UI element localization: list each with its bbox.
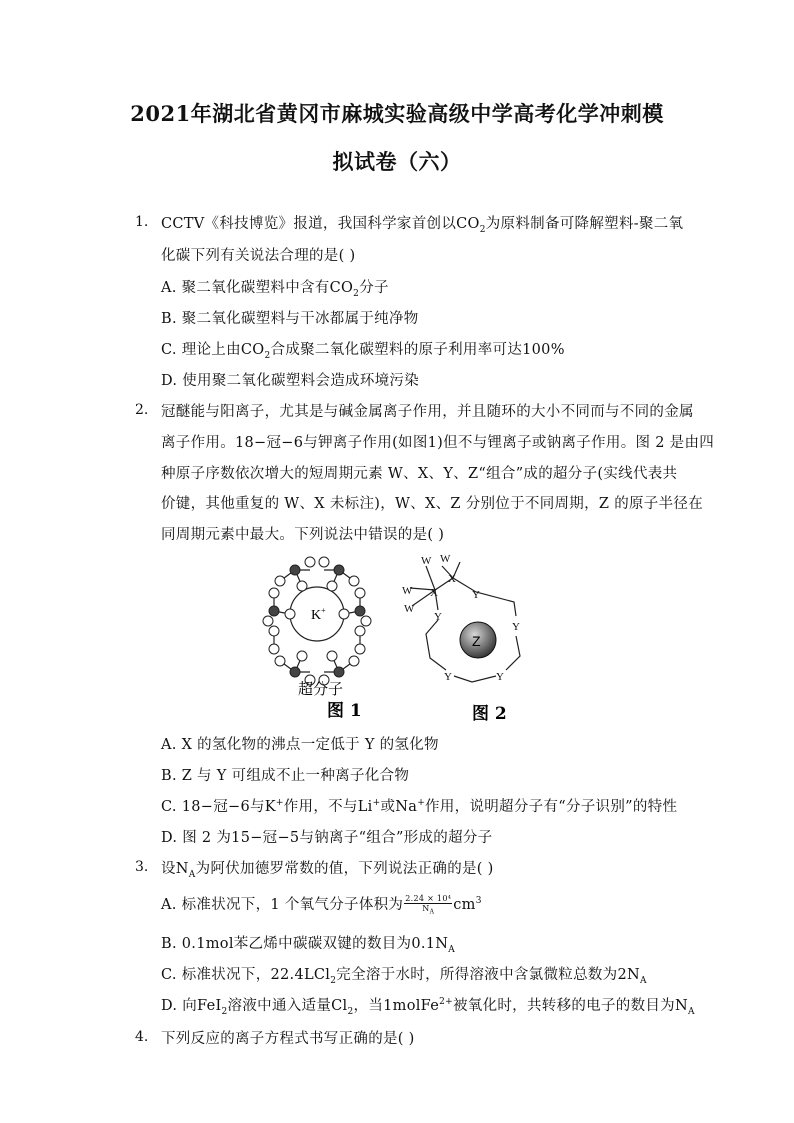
q1-stem-line2: 化碳下列有关说法合理的是( ) xyxy=(161,248,356,264)
svg-text:Y: Y xyxy=(444,671,452,683)
q3-option-a: A. 标准状况下，1 个氧气分子体积为 $\frac{\text{2.24 × 10⁴}}{N_A}$ $cm^3$ xyxy=(161,893,482,916)
svg-text:X: X xyxy=(448,573,456,585)
q1-option-a: A. 聚二氧化碳塑料中含有$CO_2$分子 xyxy=(161,280,389,299)
figure2-center-label: Z xyxy=(472,633,481,649)
svg-text:W: W xyxy=(402,585,413,597)
svg-text:X: X xyxy=(430,587,438,599)
q1-option-c: C. 理论上由$CO_2$合成聚二氧化碳塑料的原子利用率可达100% xyxy=(161,342,565,361)
q3-option-d: D. 向FeI$_2$溶液中通入适量$Cl_2$，当1molFe$^{2+}$被氧化时，共转移的电子的数目为$N_A$ xyxy=(161,997,695,1017)
svg-text:W: W xyxy=(404,603,415,615)
exam-title-line2: 拟试卷（六） xyxy=(332,149,462,174)
q4-stem: 下列反应的离子方程式书写正确的是( ) xyxy=(161,1031,415,1047)
figure2-atom-labels xyxy=(402,553,520,683)
q2-stem-line: 离子作用。18−冠−6与钾离子作用(如图1)但不与锂离子或钠离子作用。图 2 是由四 xyxy=(161,435,715,451)
svg-text:W: W xyxy=(440,553,451,565)
question-number-2: 2. xyxy=(135,402,149,418)
svg-text:Y: Y xyxy=(434,611,442,623)
q3-option-c: C. 标准状况下，22.4LCl$_2$完全溶于水时，所得溶液中含氯微粒总数为$2N_A$ xyxy=(161,967,647,986)
question-number-3: 3. xyxy=(135,859,149,875)
q2-stem-line: 同周期元素中最大。下列说法中错误的是( ) xyxy=(161,527,445,543)
question-number-4: 4. xyxy=(135,1029,149,1045)
q1-option-b: B. 聚二氧化碳塑料与干冰都属于纯净物 xyxy=(161,311,419,327)
question-number-1: 1. xyxy=(135,214,149,230)
figure1-caption: 图 1 xyxy=(327,701,362,721)
figure2-caption: 图 2 xyxy=(472,704,507,724)
svg-text:Y: Y xyxy=(472,589,480,601)
volume-fraction: $\frac{\text{2.24 × 10⁴}}{N_A}$ xyxy=(405,893,452,916)
q1-option-d: D. 使用聚二氧化碳塑料会造成环境污染 xyxy=(161,373,420,389)
svg-text:Y: Y xyxy=(496,671,504,683)
exam-title-line1: 2021年湖北省黄冈市麻城实验高级中学高考化学冲刺模 xyxy=(130,101,664,126)
q3-option-b: B. 0.1mol苯乙烯中碳碳双键的数目为$0.1N_A$ xyxy=(161,936,456,955)
q1-stem-line1: CCTV《科技博览》报道，我国科学家首创以$CO_2$为原料制备可降解塑料-聚二氧 xyxy=(161,216,684,235)
svg-text:Y: Y xyxy=(512,621,520,633)
svg-text:W: W xyxy=(421,555,432,567)
q2-stem-line: 价键，其他重复的 W、X 未标注)，W、X、Z 分别位于不同周期，Z 的原子半径在 xyxy=(161,496,703,512)
q2-option-d: D. 图 2 为15−冠−5与钠离子“组合”形成的超分子 xyxy=(161,830,493,846)
crown-ether-figures xyxy=(260,548,560,728)
q2-option-b: B. Z 与 Y 可组成不止一种离子化合物 xyxy=(161,768,410,784)
figure1-ion-label: K+ xyxy=(311,606,326,623)
figure2-crown-ether xyxy=(410,562,520,682)
figure1-sublabel: 超分子 xyxy=(298,680,344,698)
q2-option-c: C. 18−冠−6与K+作用，不与Li+或Na+作用，说明超分子有“分子识别”的特性 xyxy=(161,798,678,815)
q2-stem-line: 冠醚能与阳离子，尤其是与碱金属离子作用，并且随环的大小不同而与不同的金属 xyxy=(161,404,694,420)
q2-option-a: A. X 的氢化物的沸点一定低于 Y 的氢化物 xyxy=(161,737,439,753)
q2-stem-line: 种原子序数依次增大的短周期元素 W、X、Y、Z“组合”成的超分子(实线代表共 xyxy=(161,466,678,482)
q3-stem: 设$N_A$为阿伏加德罗常数的值，下列说法正确的是( ) xyxy=(161,861,494,880)
q2-figure xyxy=(260,548,560,732)
